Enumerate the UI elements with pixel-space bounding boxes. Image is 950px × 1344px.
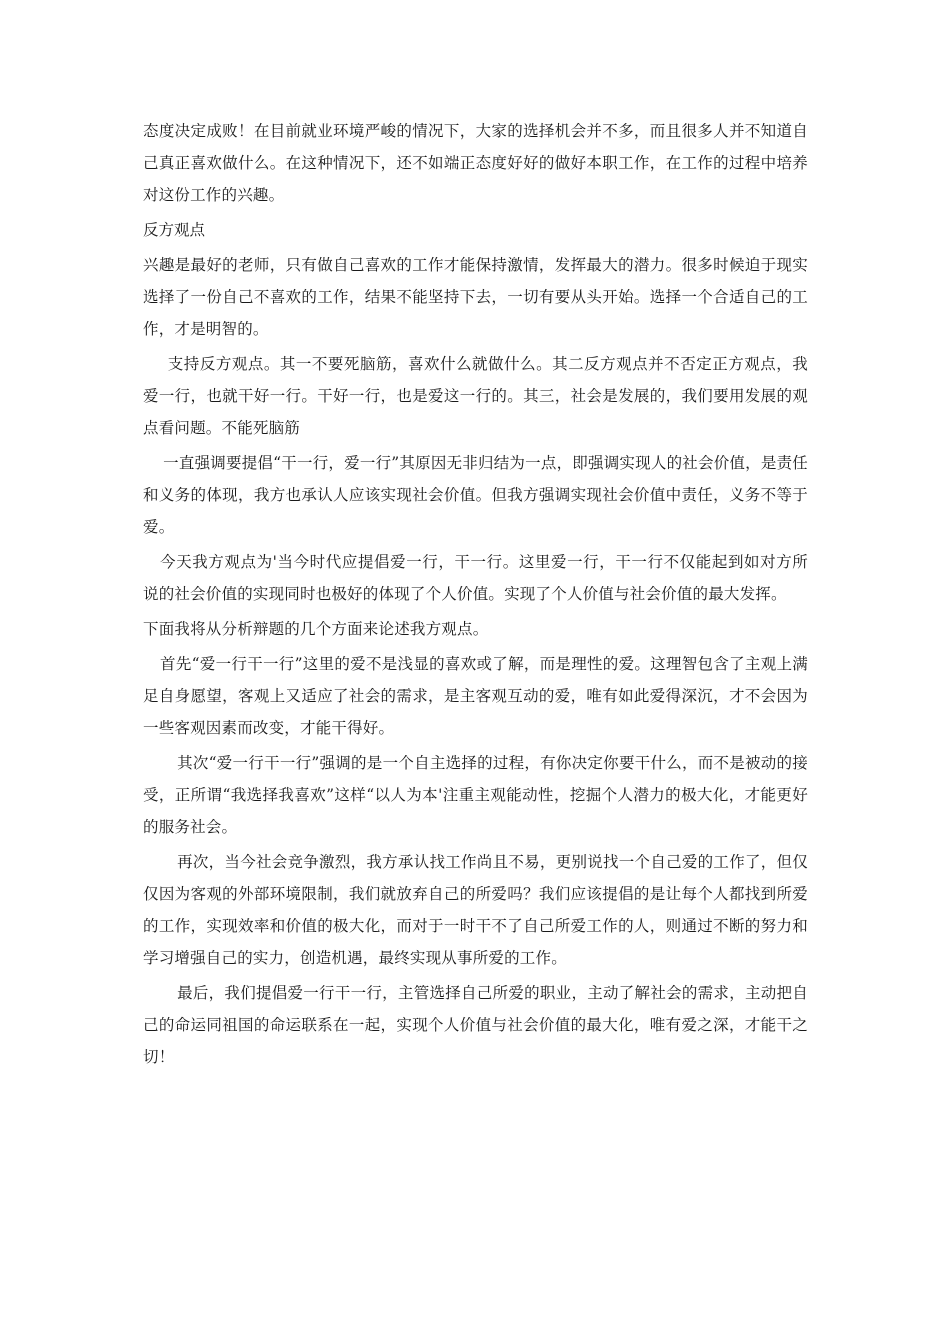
paragraph-3: 兴趣是最好的老师，只有做自己喜欢的工作才能保持激情，发挥最大的潜力。很多时候迫于现实选择了一份自己不喜欢的工作，结果不能坚持下去，一切有要从头开始。选择一个合适自己的工作，才是明智的。 — [143, 256, 808, 338]
paragraph-7: 下面我将从分析辩题的几个方面来论述我方观点。 — [143, 620, 489, 638]
paragraph-6: 今天我方观点为'当今时代应提倡爱一行，干一行。这里爱一行，干一行不仅能起到如对方所说的社会价值的实现同时也极好的体现了个人价值。实现了个人价值与社会价值的最大发挥。 — [143, 553, 808, 603]
paragraph-9: 其次“爱一行干一行”强调的是一个自主选择的过程，有你决定你要干什么，而不是被动的接受，正所谓“我选择我喜欢”这样“以人为本'注重主观能动性，挖掘个人潜力的极大化，才能更好的服务社会。 — [143, 754, 808, 836]
document-body — [143, 115, 808, 1073]
paragraph-5: 一直强调要提倡“干一行，爱一行”其原因无非归结为一点，即强调实现人的社会价值，是责任和义务的体现，我方也承认人应该实现社会价值。但我方强调实现社会价值中责任，义务不等于爱。 — [143, 454, 808, 536]
paragraph-10: 再次，当今社会竞争激烈，我方承认找工作尚且不易，更别说找一个自己爱的工作了，但仅仅因为客观的外部环境限制，我们就放弃自己的所爱吗？我们应该提倡的是让每个人都找到所爱的工作，实现效率和价值的极大化，而对于一时干不了自己所爱工作的人，则通过不断的努力和学习增强自己的实力，创造机遇，最终实现从事所爱的工作。 — [143, 853, 808, 967]
paragraph-1: 态度决定成败！在目前就业环境严峻的情况下，大家的选择机会并不多，而且很多人并不知道自己真正喜欢做什么。在这种情况下，还不如端正态度好好的做好本职工作，在工作的过程中培养对这份工作的兴趣。 — [143, 122, 808, 204]
section-heading-opposing-view: 反方观点 — [143, 221, 206, 239]
paragraph-11: 最后，我们提倡爱一行干一行，主管选择自己所爱的职业，主动了解社会的需求，主动把自己的命运同祖国的命运联系在一起，实现个人价值与社会价值的最大化，唯有爱之深，才能干之切！ — [143, 984, 808, 1066]
paragraph-8: 首先“爱一行干一行”这里的爱不是浅显的喜欢或了解，而是理性的爱。这理智包含了主观上满足自身愿望，客观上又适应了社会的需求，是主客观互动的爱，唯有如此爱得深沉，才不会因为一些客观因素而改变，才能干得好。 — [143, 655, 808, 737]
paragraph-4: 支持反方观点。其一不要死脑筋，喜欢什么就做什么。其二反方观点并不否定正方观点，我爱一行，也就干好一行。干好一行，也是爱这一行的。其三，社会是发展的，我们要用发展的观点看问题。不能死脑筋 — [143, 355, 808, 437]
